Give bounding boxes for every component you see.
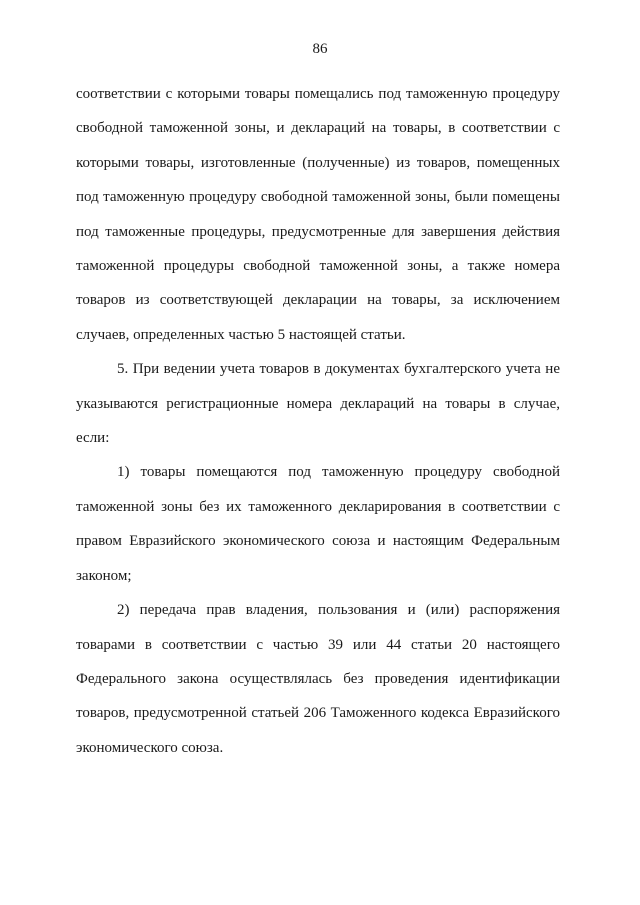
text-line: если: — [76, 430, 110, 447]
text-line: под таможенную процедуру свободной таможенной зоны, были помещены — [76, 189, 560, 206]
text-line: таможенной зоны без их таможенного декларирования в соответствии с — [76, 498, 560, 515]
text-line: законом; — [76, 567, 132, 584]
text-line: экономического союза. — [76, 739, 224, 756]
paragraph-item-1 — [76, 455, 560, 593]
text-line: соответствии с которыми товары помещались под таможенную процедуру — [76, 86, 560, 102]
page-number: 86 — [312, 41, 328, 57]
document-body — [76, 77, 560, 765]
text-line: 5. При ведении учета товаров в документах бухгалтерского учета не — [117, 361, 560, 378]
text-line: указываются регистрационные номера деклараций на товары в случае, — [76, 395, 560, 412]
text-line: 1) товары помещаются под таможенную процедуру свободной — [117, 464, 560, 481]
text-line: товаров, предусмотренной статьей 206 Таможенного кодекса Евразийского — [76, 705, 560, 722]
text-line: свободной таможенной зоны, и деклараций на товары, в соответствии с — [76, 120, 560, 137]
text-line: товаров из соответствующей декларации на товары, за исключением — [76, 292, 560, 309]
paragraph-part-5 — [76, 352, 560, 455]
text-line: Федерального закона осуществлялась без проведения идентификации — [76, 670, 560, 687]
text-line: правом Евразийского экономического союза и настоящим Федеральным — [76, 533, 560, 550]
text-line: 2) передача прав владения, пользования и (или) распоряжения — [117, 602, 560, 619]
text-line: под таможенные процедуры, предусмотренные для завершения действия — [76, 223, 560, 240]
paragraph-continuation — [76, 77, 560, 352]
text-line: товарами в соответствии с частью 39 или 44 статьи 20 настоящего — [76, 636, 560, 653]
text-line: случаев, определенных частью 5 настоящей статьи. — [76, 326, 406, 343]
paragraph-item-2 — [76, 593, 560, 765]
text-line: таможенной процедуры свободной таможенной зоны, а также номера — [76, 258, 560, 275]
text-line: которыми товары, изготовленные (полученные) из товаров, помещенных — [76, 154, 560, 171]
